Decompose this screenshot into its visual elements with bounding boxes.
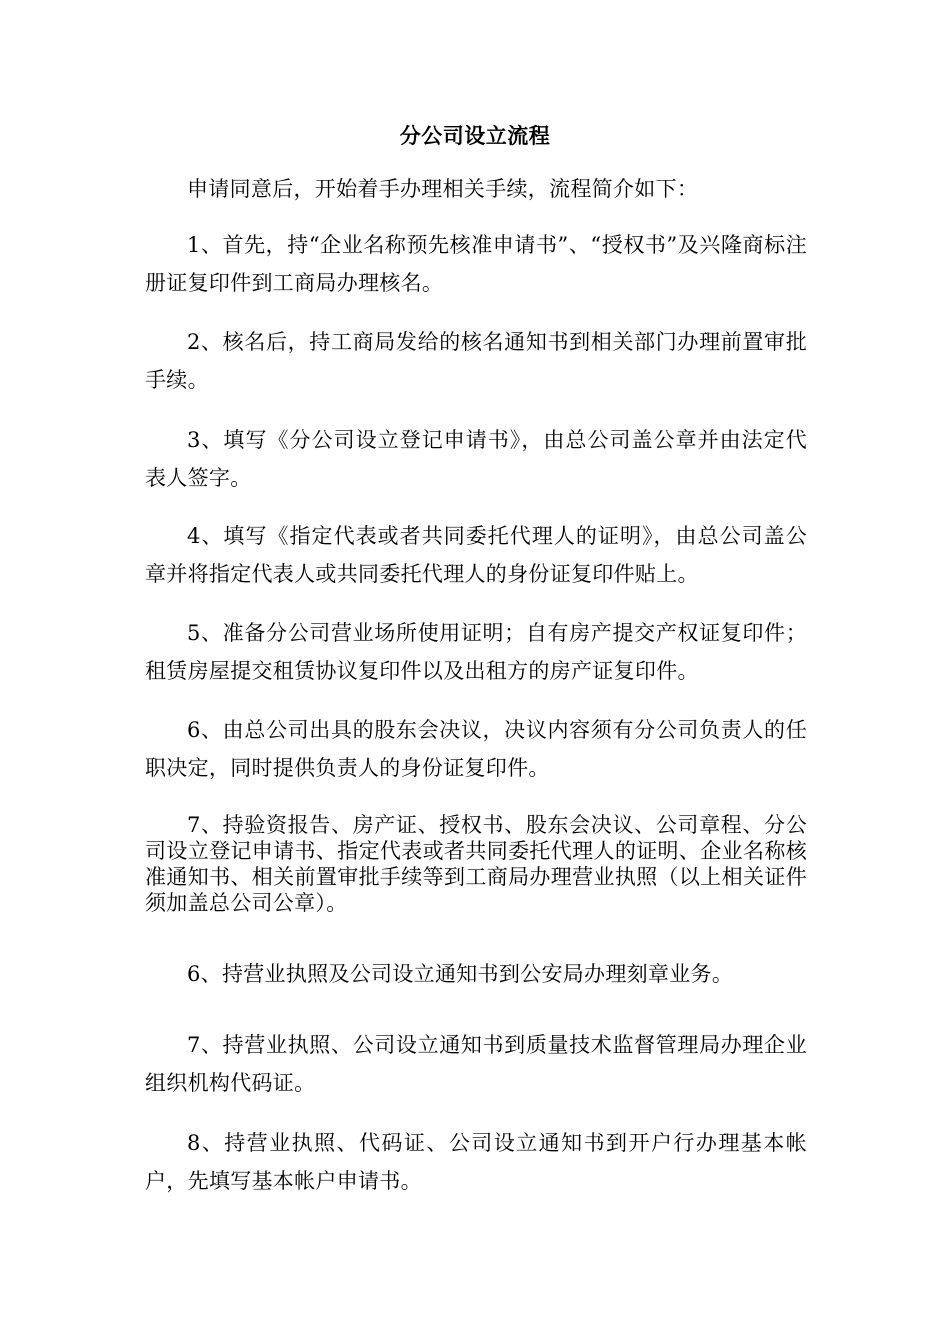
step-paragraph-1: 1、首先，持“企业名称预先核准申请书”、“授权书”及兴隆商标注册证复印件到工商局办理核名。	[145, 233, 807, 295]
intro-paragraph: 申请同意后，开始着手办理相关手续，流程简介如下：	[187, 177, 699, 201]
step-paragraph-6: 6、由总公司出具的股东会决议，决议内容须有分公司负责人的任职决定，同时提供负责人的身份证复印件。	[145, 718, 807, 780]
document-title: 分公司设立流程	[399, 123, 551, 148]
step-paragraph-5: 5、准备分公司营业场所使用证明；自有房产提交产权证复印件；租赁房屋提交租赁协议复印件以及出租方的房产证复印件。	[145, 621, 807, 683]
step-paragraph-9: 7、持营业执照、公司设立通知书到质量技术监督管理局办理企业组织机构代码证。	[145, 1033, 807, 1095]
step-paragraph-10: 8、持营业执照、代码证、公司设立通知书到开户行办理基本帐户，先填写基本帐户申请书。	[145, 1131, 807, 1193]
step-paragraph-3: 3、填写《分公司设立登记申请书》，由总公司盖公章并由法定代表人签字。	[145, 428, 807, 490]
step-paragraph-4: 4、填写《指定代表或者共同委托代理人的证明》，由总公司盖公章并将指定代表人或共同委托代理人的身份证复印件贴上。	[145, 524, 807, 586]
step-paragraph-2: 2、核名后，持工商局发给的核名通知书到相关部门办理前置审批手续。	[145, 330, 807, 392]
step-paragraph-8: 6、持营业执照及公司设立通知书到公安局办理刻章业务。	[187, 962, 734, 986]
step-paragraph-7: 7、持验资报告、房产证、授权书、股东会决议、公司章程、分公司设立登记申请书、指定代表或者共同委托代理人的证明、企业名称核准通知书、相关前置审批手续等到工商局办理营业执照（以上相关证件须加盖总公司公章）。	[145, 813, 807, 915]
